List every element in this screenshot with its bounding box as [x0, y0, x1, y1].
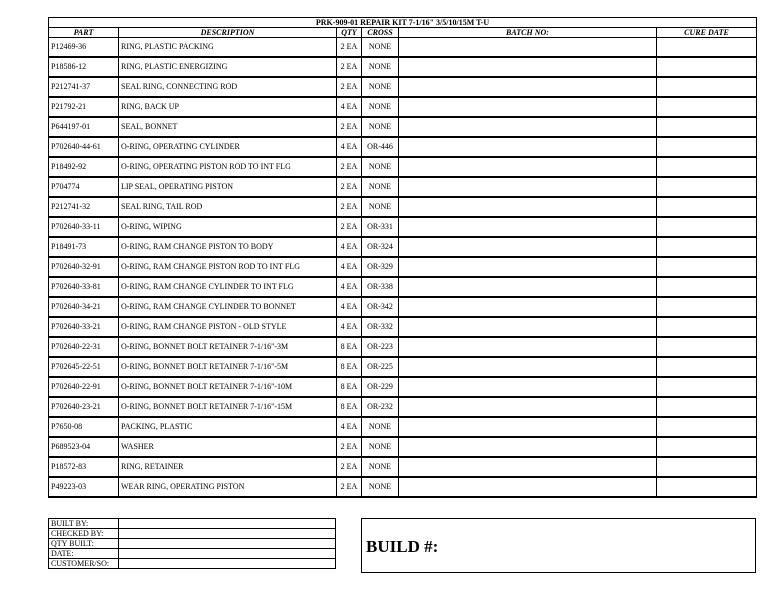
cure-date-field[interactable]: [657, 117, 757, 137]
table-row: [49, 157, 757, 177]
description-cell: O-RING, RAM CHANGE CYLINDER TO INT FLG: [119, 277, 337, 297]
description-cell: LIP SEAL, OPERATING PISTON: [119, 177, 337, 197]
batch-no-field[interactable]: [399, 277, 657, 297]
cure-date-field[interactable]: [657, 397, 757, 417]
qty-cell: 8 EA: [337, 377, 362, 397]
description-cell: O-RING, BONNET BOLT RETAINER 7-1/16"-5M: [119, 357, 337, 377]
description-cell: RING, PLASTIC PACKING: [119, 38, 337, 58]
signoff-label: QTY BUILT:: [49, 539, 119, 549]
cure-date-field[interactable]: [657, 317, 757, 337]
batch-no-field[interactable]: [399, 137, 657, 157]
cross-ref-cell: NONE: [362, 417, 399, 437]
batch-no-field[interactable]: [399, 217, 657, 237]
table-row: [49, 117, 757, 137]
description-cell: SEAL RING, TAIL ROD: [119, 197, 337, 217]
description-cell: O-RING, BONNET BOLT RETAINER 7-1/16"-3M: [119, 337, 337, 357]
cure-date-field[interactable]: [657, 77, 757, 97]
table-row: [49, 137, 757, 157]
qty-cell: 2 EA: [337, 197, 362, 217]
cross-ref-cell: NONE: [362, 437, 399, 457]
batch-no-field[interactable]: [399, 437, 657, 457]
part-number-cell: P212741-32: [49, 197, 119, 217]
signoff-table: [48, 518, 336, 569]
col-header-cross: CROSS: [362, 28, 399, 38]
qty-cell: 8 EA: [337, 357, 362, 377]
qty-cell: 2 EA: [337, 77, 362, 97]
cross-ref-cell: OR-332: [362, 317, 399, 337]
cross-ref-cell: NONE: [362, 77, 399, 97]
cross-ref-cell: OR-225: [362, 357, 399, 377]
signoff-row: [49, 559, 336, 569]
cross-ref-cell: OR-342: [362, 297, 399, 317]
table-row: [49, 397, 757, 417]
table-row: [49, 217, 757, 237]
part-number-cell: P702640-32-91: [49, 257, 119, 277]
signoff-row: [49, 549, 336, 559]
part-number-cell: P212741-37: [49, 77, 119, 97]
col-header-qty: QTY: [337, 28, 362, 38]
batch-no-field[interactable]: [399, 77, 657, 97]
part-number-cell: P18491-73: [49, 237, 119, 257]
cure-date-field[interactable]: [657, 417, 757, 437]
batch-no-field[interactable]: [399, 477, 657, 497]
table-row: [49, 237, 757, 257]
description-cell: SEAL, BONNET: [119, 117, 337, 137]
cross-ref-cell: OR-329: [362, 257, 399, 277]
qty-cell: 2 EA: [337, 457, 362, 477]
batch-no-field[interactable]: [399, 397, 657, 417]
cross-ref-cell: OR-232: [362, 397, 399, 417]
col-header-batch: BATCH NO:: [399, 28, 657, 38]
cure-date-field[interactable]: [657, 337, 757, 357]
cross-ref-cell: NONE: [362, 57, 399, 77]
cure-date-field[interactable]: [657, 257, 757, 277]
part-number-cell: P702640-33-21: [49, 317, 119, 337]
qty-cell: 2 EA: [337, 157, 362, 177]
cross-ref-cell: NONE: [362, 97, 399, 117]
cure-date-field[interactable]: [657, 217, 757, 237]
kit-title: PRK-909-01 REPAIR KIT 7-1/16" 3/5/10/15M T-U: [49, 18, 757, 28]
part-number-cell: P702640-33-81: [49, 277, 119, 297]
part-number-cell: P18492-92: [49, 157, 119, 177]
build-number-label: BUILD #:: [366, 537, 439, 556]
table-row: [49, 357, 757, 377]
cure-date-field[interactable]: [657, 297, 757, 317]
description-cell: O-RING, RAM CHANGE PISTON - OLD STYLE: [119, 317, 337, 337]
qty-cell: 4 EA: [337, 97, 362, 117]
table-row: [49, 457, 757, 477]
batch-no-field[interactable]: [399, 197, 657, 217]
table-row: [49, 477, 757, 497]
signoff-field[interactable]: [119, 519, 336, 529]
part-number-cell: P702640-44-61: [49, 137, 119, 157]
table-row: [49, 317, 757, 337]
cure-date-field[interactable]: [657, 437, 757, 457]
cure-date-field[interactable]: [657, 277, 757, 297]
description-cell: WASHER: [119, 437, 337, 457]
cure-date-field[interactable]: [657, 197, 757, 217]
description-cell: WEAR RING, OPERATING PISTON: [119, 477, 337, 497]
signoff-field[interactable]: [119, 549, 336, 559]
qty-cell: 2 EA: [337, 477, 362, 497]
cure-date-field[interactable]: [657, 157, 757, 177]
col-header-part: PART: [49, 28, 119, 38]
qty-cell: 4 EA: [337, 237, 362, 257]
part-number-cell: P702640-23-21: [49, 397, 119, 417]
qty-cell: 2 EA: [337, 38, 362, 58]
part-number-cell: P702640-33-11: [49, 217, 119, 237]
batch-no-field[interactable]: [399, 377, 657, 397]
table-row: [49, 97, 757, 117]
table-row: [49, 437, 757, 457]
description-cell: O-RING, OPERATING CYLINDER: [119, 137, 337, 157]
signoff-label: CHECKED BY:: [49, 529, 119, 539]
description-cell: PACKING, PLASTIC: [119, 417, 337, 437]
cross-ref-cell: NONE: [362, 177, 399, 197]
cure-date-field[interactable]: [657, 237, 757, 257]
part-number-cell: P689523-04: [49, 437, 119, 457]
part-number-cell: P644197-01: [49, 117, 119, 137]
description-cell: O-RING, RAM CHANGE PISTON TO BODY: [119, 237, 337, 257]
part-number-cell: P704774: [49, 177, 119, 197]
part-number-cell: P18586-12: [49, 57, 119, 77]
batch-no-field[interactable]: [399, 337, 657, 357]
part-number-cell: P702640-34-21: [49, 297, 119, 317]
table-row: [49, 38, 757, 58]
batch-no-field[interactable]: [399, 457, 657, 477]
batch-no-field[interactable]: [399, 417, 657, 437]
part-number-cell: P12469-36: [49, 38, 119, 58]
table-row: [49, 277, 757, 297]
cure-date-field[interactable]: [657, 477, 757, 497]
cross-ref-cell: NONE: [362, 477, 399, 497]
signoff-row: [49, 529, 336, 539]
part-number-cell: P7650-08: [49, 417, 119, 437]
batch-no-field[interactable]: [399, 97, 657, 117]
table-row: [49, 297, 757, 317]
cure-date-field[interactable]: [657, 377, 757, 397]
build-number-box: [361, 518, 756, 573]
description-cell: RING, BACK UP: [119, 97, 337, 117]
cross-ref-cell: OR-331: [362, 217, 399, 237]
part-number-cell: P49223-03: [49, 477, 119, 497]
description-cell: O-RING, BONNET BOLT RETAINER 7-1/16"-10M: [119, 377, 337, 397]
qty-cell: 8 EA: [337, 337, 362, 357]
part-number-cell: P18572-83: [49, 457, 119, 477]
qty-cell: 4 EA: [337, 297, 362, 317]
cure-date-field[interactable]: [657, 457, 757, 477]
qty-cell: 4 EA: [337, 277, 362, 297]
qty-cell: 4 EA: [337, 137, 362, 157]
signoff-field[interactable]: [119, 529, 336, 539]
cross-ref-cell: NONE: [362, 157, 399, 177]
signoff-row: [49, 519, 336, 529]
qty-cell: 2 EA: [337, 217, 362, 237]
description-cell: O-RING, RAM CHANGE PISTON ROD TO INT FLG: [119, 257, 337, 277]
cross-ref-cell: NONE: [362, 117, 399, 137]
cure-date-field[interactable]: [657, 57, 757, 77]
qty-cell: 8 EA: [337, 397, 362, 417]
cure-date-field[interactable]: [657, 137, 757, 157]
cure-date-field[interactable]: [657, 97, 757, 117]
table-row: [49, 417, 757, 437]
batch-no-field[interactable]: [399, 117, 657, 137]
qty-cell: 2 EA: [337, 177, 362, 197]
part-number-cell: P702640-22-31: [49, 337, 119, 357]
col-header-description: DESCRIPTION: [119, 28, 337, 38]
batch-no-field[interactable]: [399, 237, 657, 257]
cross-ref-cell: NONE: [362, 38, 399, 58]
repair-kit-table: [48, 17, 757, 498]
cross-ref-cell: OR-338: [362, 277, 399, 297]
signoff-label: CUSTOMER/SO:: [49, 559, 119, 569]
cure-date-field[interactable]: [657, 38, 757, 58]
table-row: [49, 177, 757, 197]
cross-ref-cell: OR-446: [362, 137, 399, 157]
signoff-field[interactable]: [119, 539, 336, 549]
table-row: [49, 57, 757, 77]
cross-ref-cell: OR-324: [362, 237, 399, 257]
description-cell: O-RING, WIPING: [119, 217, 337, 237]
cross-ref-cell: NONE: [362, 197, 399, 217]
part-number-cell: P702640-22-91: [49, 377, 119, 397]
batch-no-field[interactable]: [399, 357, 657, 377]
table-row: [49, 77, 757, 97]
col-header-cure-date: CURE DATE: [657, 28, 757, 38]
qty-cell: 4 EA: [337, 257, 362, 277]
cross-ref-cell: OR-223: [362, 337, 399, 357]
part-number-cell: P21792-21: [49, 97, 119, 117]
part-number-cell: P702645-22-51: [49, 357, 119, 377]
table-row: [49, 377, 757, 397]
qty-cell: 4 EA: [337, 317, 362, 337]
batch-no-field[interactable]: [399, 257, 657, 277]
batch-no-field[interactable]: [399, 38, 657, 58]
cure-date-field[interactable]: [657, 357, 757, 377]
signoff-label: BUILT BY:: [49, 519, 119, 529]
cure-date-field[interactable]: [657, 177, 757, 197]
description-cell: O-RING, RAM CHANGE CYLINDER TO BONNET: [119, 297, 337, 317]
qty-cell: 2 EA: [337, 117, 362, 137]
description-cell: SEAL RING, CONNECTING ROD: [119, 77, 337, 97]
batch-no-field[interactable]: [399, 157, 657, 177]
signoff-label: DATE:: [49, 549, 119, 559]
description-cell: O-RING, OPERATING PISTON ROD TO INT FLG: [119, 157, 337, 177]
cross-ref-cell: NONE: [362, 457, 399, 477]
batch-no-field[interactable]: [399, 317, 657, 337]
qty-cell: 4 EA: [337, 417, 362, 437]
description-cell: O-RING, BONNET BOLT RETAINER 7-1/16"-15M: [119, 397, 337, 417]
table-row: [49, 197, 757, 217]
qty-cell: 2 EA: [337, 437, 362, 457]
signoff-field[interactable]: [119, 559, 336, 569]
table-row: [49, 337, 757, 357]
qty-cell: 2 EA: [337, 57, 362, 77]
batch-no-field[interactable]: [399, 57, 657, 77]
cross-ref-cell: OR-229: [362, 377, 399, 397]
batch-no-field[interactable]: [399, 177, 657, 197]
batch-no-field[interactable]: [399, 297, 657, 317]
description-cell: RING, RETAINER: [119, 457, 337, 477]
description-cell: RING, PLASTIC ENERGIZING: [119, 57, 337, 77]
signoff-row: [49, 539, 336, 549]
table-row: [49, 257, 757, 277]
